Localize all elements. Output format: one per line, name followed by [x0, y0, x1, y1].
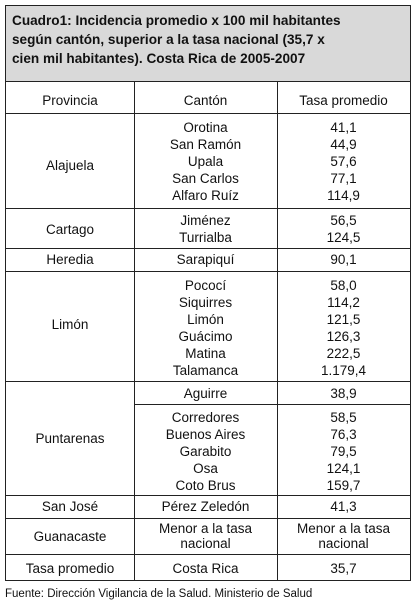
canton-cell: Osa: [193, 461, 218, 476]
canton-cell: Guácimo: [178, 329, 233, 344]
tasa-cell: 56,5: [330, 213, 357, 228]
canton-cell: Menor a la tasa: [158, 521, 253, 536]
group-divider: [6, 208, 410, 209]
canton-cell: Matina: [185, 346, 226, 361]
tasa-cell: 44,9: [330, 137, 357, 152]
tasa-cell: 77,1: [330, 171, 357, 186]
canton-cell: Turrialba: [179, 230, 232, 245]
canton-cell: San Carlos: [172, 171, 239, 186]
tasa-cell: 222,5: [326, 346, 361, 361]
tasa-cell: 126,3: [326, 329, 361, 344]
provincia-guanacaste: Guanacaste: [33, 529, 107, 544]
tasa-cell: 79,5: [330, 444, 357, 459]
tasa-cell: nacional: [318, 536, 369, 551]
provincia-alajuela: Alajuela: [45, 158, 95, 173]
tasa-cell: 124,1: [326, 461, 361, 476]
title-line-1: Cuadro1: Incidencia promedio x 100 mil habitantes: [12, 13, 341, 28]
tasa-cell: 57,6: [330, 154, 357, 169]
source-note: Fuente: Dirección Vigilancia de la Salud. Ministerio de Salud: [5, 588, 313, 600]
canton-cell: Siquirres: [178, 295, 233, 310]
header-divider: [6, 113, 410, 114]
tasa-cell: 41,1: [330, 120, 357, 135]
canton-cell: Alfaro Ruíz: [172, 188, 239, 203]
canton-cell: Limón: [187, 312, 224, 327]
tasa-cell: 41,3: [330, 499, 357, 514]
canton-cell: nacional: [180, 536, 231, 551]
canton-cell: Pérez Zeledón: [161, 499, 250, 514]
tasa-cell: 159,7: [326, 478, 361, 493]
canton-cell: Costa Rica: [172, 561, 239, 576]
table-title: [6, 6, 410, 82]
canton-cell: Coto Brus: [175, 478, 236, 493]
provincia-tasa-promedio: Tasa promedio: [25, 561, 115, 576]
provincia-puntarenas: Puntarenas: [35, 431, 105, 446]
tasa-cell: 90,1: [330, 252, 357, 267]
canton-cell: Orotina: [183, 120, 228, 135]
group-divider: [6, 554, 410, 555]
canton-cell: San Ramón: [169, 137, 242, 152]
canton-cell: Talamanca: [172, 363, 239, 378]
tasa-cell: 58,0: [330, 278, 357, 293]
header-tasa: Tasa promedio: [299, 93, 388, 108]
provincia-limon: Limón: [51, 317, 89, 332]
tasa-cell: 124,5: [326, 230, 361, 245]
tasa-cell: 38,9: [330, 386, 357, 401]
tasa-cell: 58,5: [330, 410, 357, 425]
header-canton: Cantón: [183, 93, 228, 108]
canton-cell: Aguirre: [183, 386, 228, 401]
provincia-heredia: Heredia: [46, 252, 94, 267]
data-table: [5, 5, 411, 581]
group-divider: [6, 381, 410, 382]
tasa-cell: 76,3: [330, 427, 357, 442]
group-divider: [6, 495, 410, 496]
title-line-3: cien mil habitantes). Costa Rica de 2005-2007: [12, 51, 306, 66]
canton-cell: Garabito: [179, 444, 232, 459]
tasa-cell: Menor a la tasa: [296, 521, 391, 536]
tasa-cell: 35,7: [330, 561, 357, 576]
canton-cell: Jiménez: [180, 213, 231, 228]
tasa-cell: 1.179,4: [320, 363, 367, 378]
canton-cell: Pococí: [184, 278, 227, 293]
group-divider: [6, 271, 410, 272]
canton-cell: Sarapiquí: [176, 252, 235, 267]
canton-cell: Upala: [187, 154, 224, 169]
header-provincia: Provincia: [42, 93, 98, 108]
title-line-2: según cantón, superior a la tasa nacional (35,7 x: [12, 32, 325, 47]
tasa-cell: 114,2: [327, 295, 360, 310]
canton-cell: Buenos Aires: [165, 427, 246, 442]
tasa-cell: 121,5: [326, 312, 361, 327]
subgroup-divider: [134, 404, 410, 405]
provincia-sanjose: San José: [41, 499, 99, 514]
group-divider: [6, 248, 410, 249]
provincia-cartago: Cartago: [45, 222, 95, 237]
canton-cell: Corredores: [171, 410, 240, 425]
group-divider: [6, 518, 410, 519]
tasa-cell: 114,9: [327, 188, 360, 203]
